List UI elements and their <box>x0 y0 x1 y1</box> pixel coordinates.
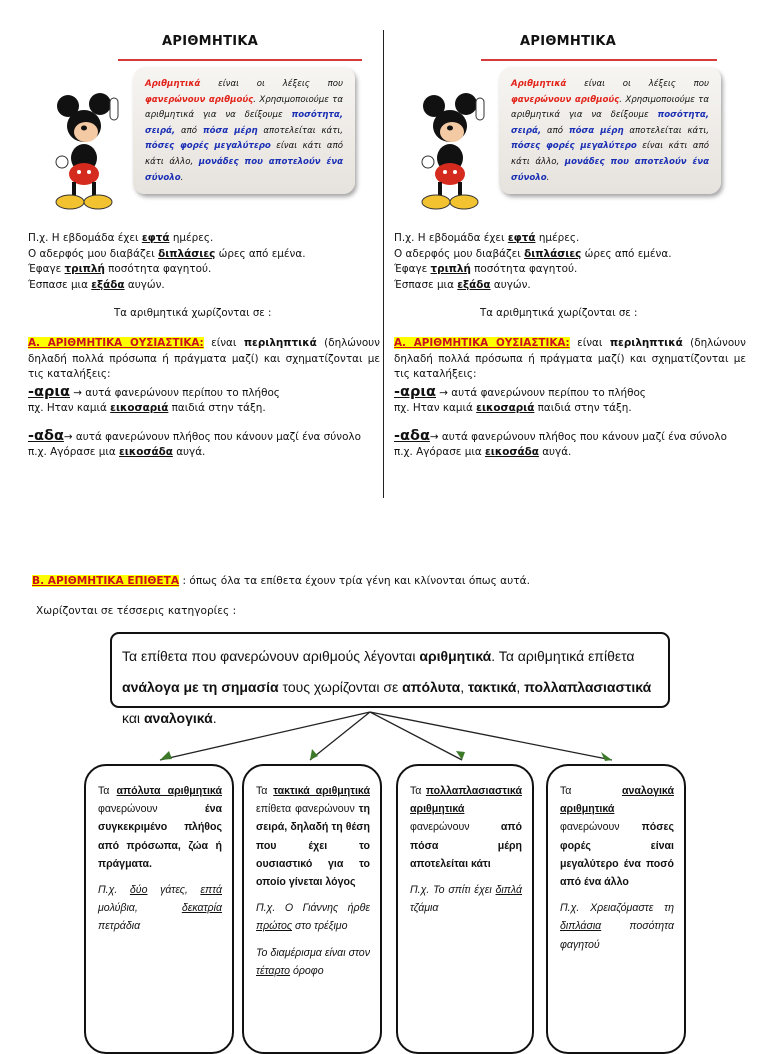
section-a: Α. ΑΡΙΘΜΗΤΙΚΑ ΟΥΣΙΑΣΤΙΚΑ: είναι περιληπτικά (δηλώνουν δηλαδή πολλά πρόσωπα ή πράγματα μαζί) και σχηματίζονται με τις καταλήξεις: -αρια → αυτά φανερώνουν περίπου το πλήθος πχ. Ηταν καμιά εικοσαριά παιδιά στην τάξη. -αδα→ αυτά φανερώνουν πλήθος που κάνουν μαζί ένα σύνολο π.χ. Αγόρασε μια εικοσάδα αυγά. <box>28 337 380 458</box>
example-line: Έφαγε τριπλή ποσότητα φαγητού. <box>28 263 212 276</box>
def-text: από <box>175 125 203 136</box>
mickey-mouse-image <box>416 92 486 214</box>
column-title: ΑΡΙΘΜΗΤΙΚΑ <box>520 34 617 49</box>
definition-box <box>133 67 355 194</box>
example-line: Έφαγε τριπλή ποσότητα φαγητού. <box>394 263 578 276</box>
title-underline <box>118 59 362 61</box>
def-text: από <box>541 125 569 136</box>
section-a-heading: Α. ΑΡΙΘΜΗΤΙΚΑ ΟΥΣΙΑΣΤΙΚΑ: <box>28 337 204 349</box>
left-column <box>22 0 392 500</box>
section-b-text: : όπως όλα τα επίθετα έχουν τρία γένη και κλίνονται όπως αυτά. <box>179 575 531 587</box>
example-line: Έσπασε μια εξάδα αυγών. <box>28 279 165 292</box>
def-text: αποτελείται κάτι, <box>623 125 710 136</box>
example-line: Ο αδερφός μου διαβάζει διπλάσιες ώρες από εμένα. <box>28 247 306 260</box>
def-keyword: μονάδες που αποτελούν ένα σύνολο <box>511 156 709 183</box>
ending-aria: -αρια <box>28 383 70 400</box>
ending-ada: -αδα <box>28 427 64 444</box>
def-keyword: πόσα μέρη <box>202 125 258 136</box>
arrow-to-card-2 <box>310 712 370 760</box>
def-keyword: μονάδες που αποτελούν ένα σύνολο <box>145 156 343 183</box>
arrow-to-card-3 <box>370 712 462 760</box>
def-text: . Χρησιμοποιούμε τα αριθμητικά για να δείξουμε <box>511 94 709 121</box>
section-a-heading: Α. ΑΡΙΘΜΗΤΙΚΑ ΟΥΣΙΑΣΤΙΚΑ: <box>394 337 570 349</box>
def-text: . <box>546 172 550 183</box>
def-keyword: ποσότητα, σειρά, <box>145 110 343 136</box>
card-proportional: Τα αναλογικά αριθμητικά φανερώνουν πόσες φορές είναι μεγαλύτερο ένα ποσό από ένα άλλο Π.χ. Χρειαζόμαστε τη διπλάσια ποσότητα φαγητού <box>546 764 686 1054</box>
def-text: είναι οι λέξεις που <box>200 79 343 89</box>
def-text: είναι κάτι από κάτι άλλο, <box>145 141 344 167</box>
def-keyword: Αριθμητικά <box>511 79 567 89</box>
example-line: Π.χ. Η εβδομάδα έχει εφτά ημέρες. <box>394 232 580 244</box>
split-text: Τα αριθμητικά χωρίζονται σε : <box>114 308 272 319</box>
def-text: . <box>180 172 184 183</box>
example-line: Π.χ. Η εβδομάδα έχει εφτά ημέρες. <box>28 232 214 244</box>
right-column <box>388 0 758 500</box>
split-text: Τα αριθμητικά χωρίζονται σε : <box>480 308 638 319</box>
examples <box>28 231 306 294</box>
mickey-mouse-image <box>50 92 120 214</box>
def-text: . Χρησιμοποιούμε τα αριθμητικά για να δείξουμε <box>145 94 343 121</box>
def-keyword: Αριθμητικά <box>145 79 201 89</box>
def-keyword: πόσες φορές μεγαλύτερο <box>145 141 271 152</box>
ending-aria: -αρια <box>394 383 436 400</box>
column-title: ΑΡΙΘΜΗΤΙΚΑ <box>162 34 259 49</box>
def-text: είναι κάτι από κάτι άλλο, <box>511 141 710 167</box>
def-keyword: φανερώνουν αριθμούς <box>145 94 254 105</box>
arrow-to-card-4 <box>370 712 612 760</box>
def-keyword: ποσότητα, σειρά, <box>511 110 709 136</box>
example-line: Ο αδερφός μου διαβάζει διπλάσιες ώρες από εμένα. <box>394 247 672 260</box>
ending-ada: -αδα <box>394 427 430 444</box>
examples <box>394 231 672 294</box>
section-b-heading: Β. ΑΡΙΘΜΗΤΙΚΑ ΕΠΙΘΕΤΑ <box>32 575 180 587</box>
def-keyword: φανερώνουν αριθμούς <box>511 94 620 105</box>
def-text: είναι οι λέξεις που <box>566 79 709 89</box>
section-a: Α. ΑΡΙΘΜΗΤΙΚΑ ΟΥΣΙΑΣΤΙΚΑ: είναι περιληπτικά (δηλώνουν δηλαδή πολλά πρόσωπα ή πράγματα μαζί) και σχηματίζονται με τις καταλήξεις: -αρια → αυτά φανερώνουν περίπου το πλήθος πχ. Ηταν καμιά εικοσαριά παιδιά στην τάξη. -αδα→ αυτά φανερώνουν πλήθος που κάνουν μαζί ένα σύνολο π.χ. Αγόρασε μια εικοσάδα αυγά. <box>394 337 746 458</box>
def-text: αποτελείται κάτι, <box>257 125 344 136</box>
categories-text: Χωρίζονται σε τέσσερις κατηγορίες : <box>36 605 237 617</box>
card-multiplicative: Τα πολλαπλασιαστικά αριθμητικά φανερώνουν από πόσα μέρη αποτελείται κάτι Π.χ. Το σπίτι έχει διπλά τζάμια <box>396 764 534 1054</box>
def-keyword: πόσα μέρη <box>568 125 624 136</box>
card-ordinal: Τα τακτικά αριθμητικά επίθετα φανερώνουν τη σειρά, δηλαδή τη θέση που έχει το ουσιαστικό για το οποίο γίνεται λόγος Π.χ. Ο Γιάννης ήρθε πρώτος στο τρέξιμο Το διαμέρισμα είναι στον τέταρτο όροφο <box>242 764 382 1054</box>
definition-box <box>499 67 721 194</box>
example-line: Έσπασε μια εξάδα αυγών. <box>394 279 531 292</box>
def-keyword: πόσες φορές μεγαλύτερο <box>511 141 637 152</box>
card-cardinal: Τα απόλυτα αριθμητικά φανερώνουν ένα συγκεκριμένο πλήθος από πρόσωπα, ζώα ή πράγματα. Π.χ. δύο γάτες, επτά μολύβια, δεκατρία πετράδια <box>84 764 234 1054</box>
section-b <box>32 575 530 587</box>
summary-box: Τα επίθετα που φανερώνουν αριθμούς λέγονται αριθμητικά. Τα αριθμητικά επίθετα ανάλογα με τη σημασία τους χωρίζονται σε απόλυτα, τακτικά, πολλαπλασιαστικά και αναλογικά. <box>110 632 670 708</box>
title-underline <box>481 59 717 61</box>
